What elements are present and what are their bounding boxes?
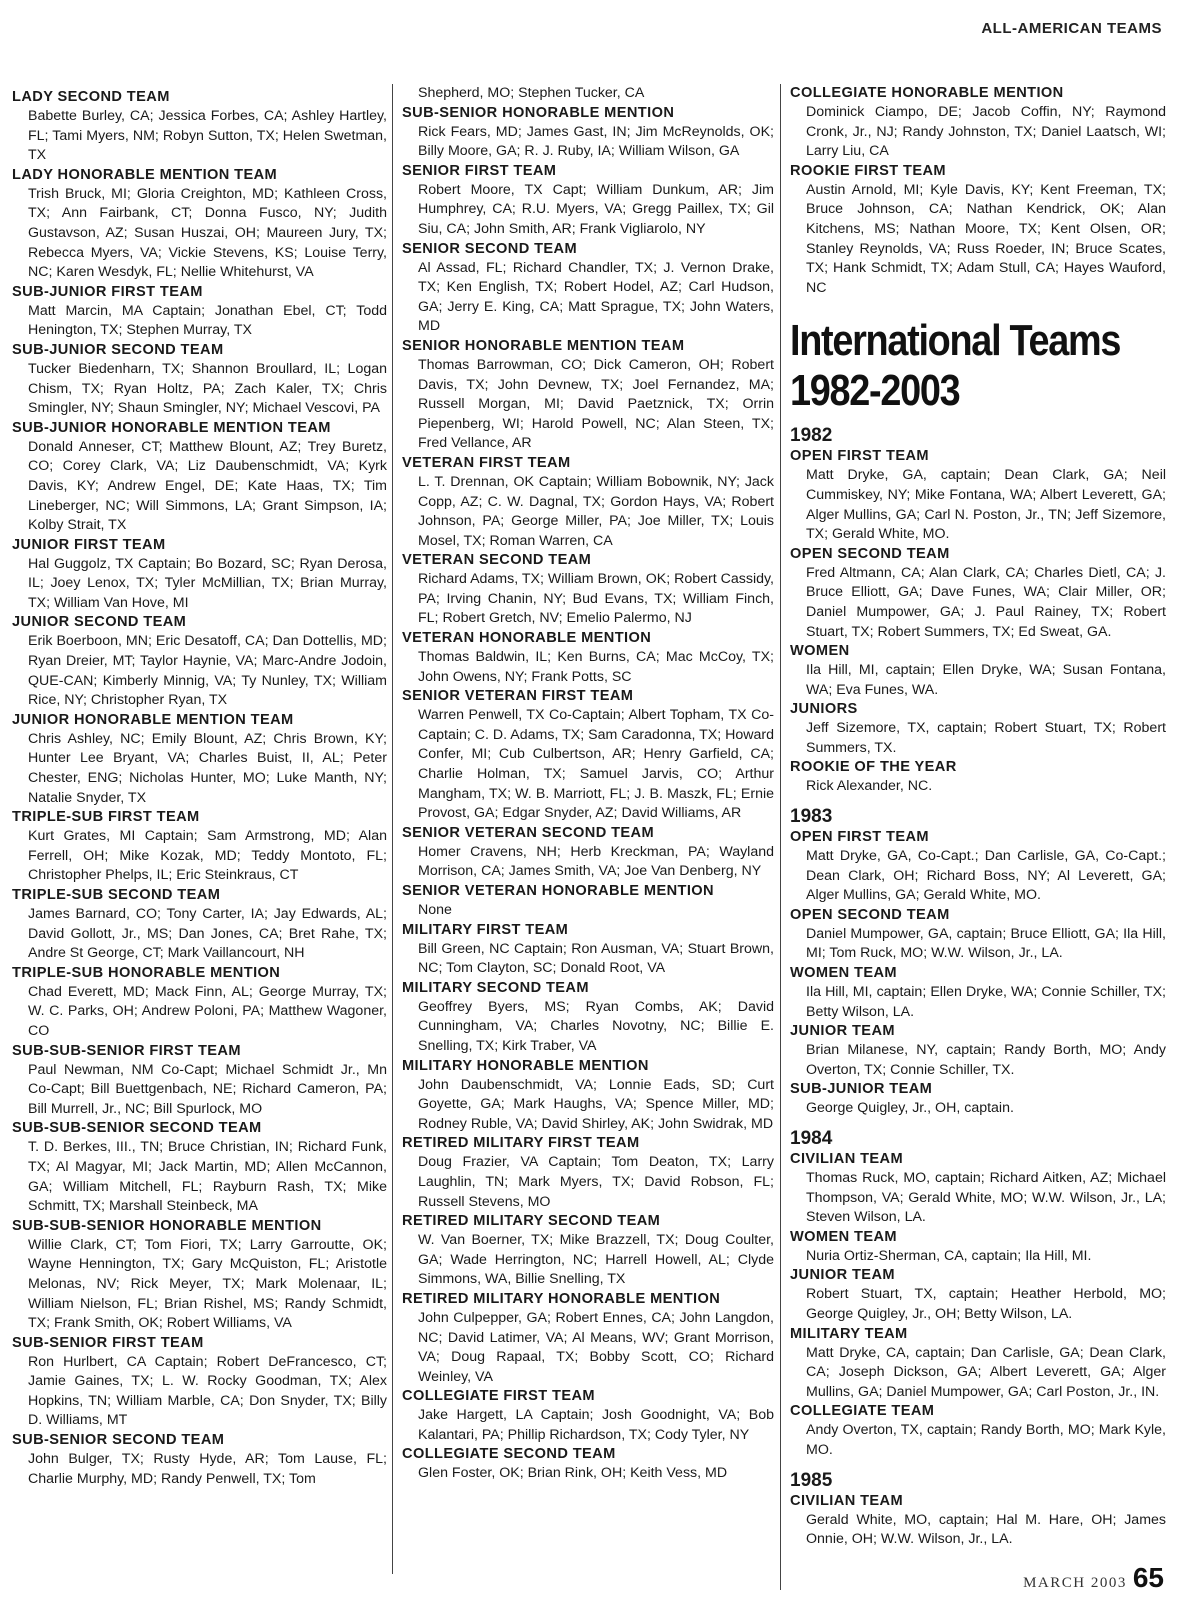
team-heading: CIVILIAN TEAM: [790, 1492, 904, 1509]
team-heading: JUNIORS: [790, 701, 858, 718]
team-members: Shepherd, MO; Stephen Tucker, CA: [418, 85, 645, 101]
team-members: Richard Adams, TX; William Brown, OK; Robert Cassidy, PA; Irving Chanin, NY; Bud Evans, TX; William Finch, FL; Robert Gretch, NV; Emelio Palermo, NJ: [418, 571, 774, 627]
team-section: [12, 341, 387, 419]
team-members: Babette Burley, CA; Jessica Forbes, CA; Ashley Hartley, FL; Tami Myers, NM; Robyn Sutton, TX; Helen Swetman, TX: [28, 108, 387, 164]
team-section: [790, 447, 1166, 544]
team-section: [12, 1119, 387, 1216]
column-3: [790, 84, 1166, 1550]
team-members: Dominick Ciampo, DE; Jacob Coffin, NY; Raymond Cronk, Jr., NJ; Randy Johnston, TX; Daniel Laatsch, WI; Larry Liu, CA: [806, 104, 1166, 160]
team-section: [790, 1228, 1166, 1267]
team-section: [402, 551, 774, 629]
team-members: Andy Overton, TX, captain; Randy Borth, MO; Mark Kyle, MO.: [806, 1422, 1166, 1458]
team-heading: ROOKIE OF THE YEAR: [790, 759, 957, 776]
team-section: [790, 1266, 1166, 1324]
team-section: [402, 882, 774, 921]
team-section: [402, 1212, 774, 1290]
team-section: [12, 964, 387, 1042]
team-members: T. D. Berkes, III., TN; Bruce Christian, IN; Richard Funk, TX; Al Magyar, MI; Jack Martin, MD; Allen McCannon, GA; William Mitchell, FL; Rayburn Rash, TX; Mike Schmitt, TX; Marshall Steinbeck, MA: [28, 1139, 387, 1215]
team-section: [402, 687, 774, 824]
team-members: Kurt Grates, MI Captain; Sam Armstrong, MD; Alan Ferrell, OH; Mike Kozak, MD; Teddy Montoto, FL; Christopher Phelps, IL; Eric Steinkraus, CT: [28, 828, 387, 884]
team-heading: JUNIOR TEAM: [790, 1023, 895, 1040]
team-heading: SUB-JUNIOR SECOND TEAM: [12, 341, 224, 358]
team-heading: OPEN SECOND TEAM: [790, 545, 950, 562]
team-heading: WOMEN: [790, 643, 850, 660]
team-section: [790, 1080, 1166, 1119]
team-members: George Quigley, Jr., OH, captain.: [806, 1100, 1014, 1117]
team-heading: VETERAN FIRST TEAM: [402, 454, 571, 471]
team-heading: SENIOR VETERAN FIRST TEAM: [402, 688, 634, 705]
team-members: None: [418, 902, 452, 918]
team-members: Matt Dryke, GA, Co-Capt.; Dan Carlisle, GA, Co-Capt.; Dean Clark, OH; Richard Boss, NY; Al Leverett, GA; Alger Mullins, GA; Gerald White, MO.: [806, 848, 1166, 904]
team-members: Trish Bruck, MI; Gloria Creighton, MD; Kathleen Cross, TX; Ann Fairbank, CT; Donna Fusco, NY; Judith Gustavson, AZ; Susan Huszai, OH; Maureen Jury, TX; Rebecca Myers, VA; Vickie Stevens, KS; Louise Terry, NC; Karen Wesdyk, FL; Nellie Whitehurst, VA: [28, 185, 387, 281]
team-heading: JUNIOR TEAM: [790, 1267, 895, 1284]
team-section: [12, 166, 387, 283]
team-section: [402, 162, 774, 240]
team-section: [402, 629, 774, 687]
team-heading: VETERAN SECOND TEAM: [402, 552, 592, 569]
column-3-top-sections: [790, 84, 1166, 298]
team-section: [12, 886, 387, 964]
team-heading: JUNIOR HONORABLE MENTION TEAM: [12, 711, 294, 728]
team-heading: OPEN FIRST TEAM: [790, 448, 929, 465]
team-section: [402, 979, 774, 1057]
page-footer: [1023, 1562, 1164, 1594]
team-heading: OPEN SECOND TEAM: [790, 906, 950, 923]
team-heading: LADY SECOND TEAM: [12, 89, 170, 105]
column-rule: [392, 84, 393, 1574]
team-heading: SUB-SUB-SENIOR SECOND TEAM: [12, 1120, 262, 1137]
team-section: [12, 1334, 387, 1431]
team-heading: WOMEN TEAM: [790, 1228, 897, 1245]
team-section: [790, 1150, 1166, 1228]
team-section: [402, 921, 774, 979]
team-members: Geoffrey Byers, MS; Ryan Combs, AK; David Cunningham, VA; Charles Novotny, NC; Billie E. Snelling, TX; Kirk Traber, VA: [418, 998, 774, 1054]
team-section: [12, 419, 387, 536]
team-members: Jeff Sizemore, TX, captain; Robert Stuart, TX; Robert Summers, TX.: [806, 720, 1166, 756]
team-section: [12, 88, 387, 166]
team-members: Tucker Biedenharn, TX; Shannon Broullard, IL; Logan Chism, TX; Ryan Holtz, PA; Zach Kaler, TX; Chris Smingler, NY; Shaun Smingler, NY; Michael Vescovi, PA: [28, 360, 387, 417]
team-heading: ROOKIE FIRST TEAM: [790, 162, 946, 179]
team-members: Homer Cravens, NH; Herb Kreckman, PA; Wayland Morrison, CA; James Smith, VA; Joe Van Denberg, NY: [418, 843, 774, 880]
team-members: John Culpepper, GA; Robert Ennes, CA; John Langdon, NC; David Latimer, VA; Al Means, WV; Grant Morrison, VA; Doug Rapaal, TX; Bobby Scott, CO; Richard Weinley, VA: [418, 1309, 774, 1385]
team-members: Bill Green, NC Captain; Ron Ausman, VA; Stuart Brown, NC; Tom Clayton, SC; Donald Root, VA: [418, 940, 774, 977]
team-heading: SUB-SUB-SENIOR HONORABLE MENTION: [12, 1217, 322, 1234]
team-members: Thomas Barrowman, CO; Dick Cameron, OH; Robert Davis, TX; John Devnew, TX; Joel Fernandez, MA; Russell Morgan, MI; David Paetznick, TX; Orrin Piepenberg, WI; Harold Powell, NC; Alan Steen, TX; Fred Vellance, AR: [418, 356, 774, 452]
team-heading: TRIPLE-SUB HONORABLE MENTION: [12, 964, 281, 981]
team-members: Warren Penwell, TX Co-Captain; Albert Topham, TX Co-Captain; C. D. Adams, TX; Sam Caradonna, TX; Howard Confer, MI; Cub Culbertson, AR; Henry Garfield, CA; Charlie Holman, TX; Samuel Jarvis, CO; Arthur Mangham, TX; W. B. Marriott, FL; J. B. Maszk, FL; Ernie Provost, GA; Edgar Snyder, AZ; David Williams, AR: [418, 707, 774, 822]
team-section: [790, 758, 1166, 797]
column-rule: [780, 84, 781, 1590]
team-heading: SENIOR HONORABLE MENTION TEAM: [402, 337, 685, 354]
team-heading: COLLEGIATE FIRST TEAM: [402, 1388, 595, 1405]
column-2: [402, 84, 774, 1484]
team-members: Fred Altmann, CA; Alan Clark, CA; Charles Dietl, CA; J. Bruce Elliott, GA; Dave Funes, WA; Clair Miller, OR; Daniel Mumpower, GA; J. Paul Rainey, TX; Robert Stuart, TX; Robert Summers, TX; Ed Sweat, GA.: [806, 564, 1166, 640]
team-members: Thomas Ruck, MO, captain; Richard Aitken, AZ; Michael Thompson, VA; Gerald White, MO; W.W. Wilson, Jr., LA; Steven Wilson, LA.: [806, 1170, 1166, 1226]
team-section: [402, 1290, 774, 1387]
team-members: Glen Foster, OK; Brian Rink, OH; Keith Vess, MD: [418, 1465, 728, 1482]
team-heading: WOMEN TEAM: [790, 965, 897, 982]
team-heading: VETERAN HONORABLE MENTION: [402, 630, 652, 647]
team-section: [790, 1325, 1166, 1403]
team-heading: SUB-JUNIOR TEAM: [790, 1081, 933, 1098]
team-section: [790, 162, 1166, 299]
team-members: W. Van Boerner, TX; Mike Brazzell, TX; Doug Coulter, GA; Wade Herrington, NC; Harrell Howell, AL; Clyde Simmons, WA, Billie Snelling, TX: [418, 1232, 774, 1288]
team-heading: RETIRED MILITARY FIRST TEAM: [402, 1135, 640, 1152]
team-section: [402, 84, 774, 104]
team-members: Austin Arnold, MI; Kyle Davis, KY; Kent Freeman, TX; Bruce Johnson, CA; Nathan Kendrick, OK; Alan Kitchens, MS; Nathan Moore, TX; Kent Olsen, OR; Stanley Reynolds, VA; Russ Roeder, IN; Bruce Scates, TX; Hank Schmidt, TX; Adam Stull, CA; Hayes Wauford, NC: [806, 181, 1166, 296]
team-members: Erik Boerboon, MN; Eric Desatoff, CA; Dan Dottellis, MD; Ryan Dreier, MT; Taylor Haynie, VA; Marc-Andre Jodoin, QUE-CAN; Kimberly Minnig, VA; Ty Nunley, TX; William Rice, NY; Christopher Ryan, TX: [28, 633, 387, 709]
team-heading: SUB-SENIOR FIRST TEAM: [12, 1334, 204, 1351]
team-heading: CIVILIAN TEAM: [790, 1151, 904, 1167]
team-heading: MILITARY TEAM: [790, 1325, 908, 1342]
team-members: Gerald White, MO, captain; Hal M. Hare, OH; James Onnie, OH; W.W. Wilson, Jr., LA.: [806, 1511, 1166, 1548]
year-heading: 1982: [790, 425, 833, 447]
team-section: [402, 1057, 774, 1135]
team-section: [12, 808, 387, 886]
team-heading: COLLEGIATE TEAM: [790, 1403, 935, 1420]
team-section: [790, 828, 1166, 906]
team-members: Chad Everett, MD; Mack Finn, AL; George Murray, TX; W. C. Parks, OH; Andrew Poloni, PA; Matthew Wagoner, CO: [28, 983, 387, 1039]
team-heading: SENIOR FIRST TEAM: [402, 162, 557, 179]
team-heading: SUB-JUNIOR HONORABLE MENTION TEAM: [12, 419, 331, 436]
team-members: Paul Newman, NM Co-Capt; Michael Schmidt Jr., Mn Co-Capt; Bill Buettgenbach, NE; Richard Cameron, PA; Bill Murrell, Jr., NC; Bill Spurlock, MO: [28, 1061, 387, 1117]
team-heading: SUB-SUB-SENIOR FIRST TEAM: [12, 1042, 241, 1059]
team-heading: SENIOR SECOND TEAM: [402, 240, 578, 257]
team-heading: JUNIOR SECOND TEAM: [12, 614, 187, 631]
international-teams-title: [790, 316, 1121, 416]
title-line-1: International Teams: [790, 316, 1121, 366]
team-section: [402, 1387, 774, 1445]
team-section: [12, 536, 387, 614]
team-members: Ila Hill, MI, captain; Ellen Dryke, WA; Connie Schiller, TX; Betty Wilson, LA.: [806, 984, 1166, 1020]
team-heading: SUB-SENIOR SECOND TEAM: [12, 1432, 225, 1449]
team-members: Nuria Ortiz-Sherman, CA, captain; Ila Hill, MI.: [806, 1247, 1092, 1264]
team-section: [790, 84, 1166, 162]
team-section: [402, 337, 774, 454]
team-heading: COLLEGIATE HONORABLE MENTION: [790, 85, 1064, 101]
team-heading: TRIPLE-SUB SECOND TEAM: [12, 887, 221, 903]
team-heading: MILITARY SECOND TEAM: [402, 979, 589, 996]
team-members: Matt Dryke, GA, captain; Dean Clark, GA; Neil Cummiskey, NY; Mike Fontana, WA; Albert Leverett, GA; Alger Mullins, GA; Carl N. Poston, Jr., TN; Jeff Sizemore, TX; Gerald White, MO.: [806, 467, 1166, 543]
team-members: Brian Milanese, NY, captain; Randy Borth, MO; Andy Overton, TX; Connie Schiller, TX.: [806, 1042, 1166, 1078]
team-section: [402, 240, 774, 337]
team-section: [12, 1042, 387, 1120]
international-years: [790, 424, 1166, 1549]
team-section: [790, 1402, 1166, 1460]
team-heading: LADY HONORABLE MENTION TEAM: [12, 166, 278, 183]
team-members: Matt Marcin, MA Captain; Jonathan Ebel, CT; Todd Henington, TX; Stephen Murray, TX: [28, 302, 387, 339]
team-heading: SENIOR VETERAN SECOND TEAM: [402, 824, 655, 841]
team-section: [790, 545, 1166, 642]
team-members: Ron Hurlbert, CA Captain; Robert DeFrancesco, CT; Jamie Gaines, TX; L. W. Rocky Goodman, TX; Alex Hopkins, TN; William Marble, CA; Don Snyder, TX; Billy D. Williams, MT: [28, 1353, 387, 1429]
team-members: Jake Hargett, LA Captain; Josh Goodnight, VA; Bob Kalantari, PA; Phillip Richardson, TX; Cody Tyler, NY: [418, 1407, 774, 1443]
team-section: [12, 1431, 387, 1489]
team-heading: SUB-SENIOR HONORABLE MENTION: [402, 104, 675, 121]
team-section: [790, 642, 1166, 700]
team-section: [790, 1022, 1166, 1080]
team-section: [402, 104, 774, 162]
column-1: [12, 88, 387, 1489]
year-heading: 1983: [790, 806, 833, 828]
team-heading: MILITARY HONORABLE MENTION: [402, 1057, 649, 1074]
team-heading: COLLEGIATE SECOND TEAM: [402, 1446, 616, 1463]
year-heading: 1985: [790, 1469, 833, 1491]
team-section: [402, 1134, 774, 1212]
page-number: 65: [1132, 1562, 1164, 1593]
team-members: Al Assad, FL; Richard Chandler, TX; J. Vernon Drake, TX; Ken English, TX; Robert Hodel, AZ; Carl Hudson, GA; Jerry E. King, CA; Matt Sprague, TX; John Waters, MD: [418, 259, 774, 335]
team-members: Hal Guggolz, TX Captain; Bo Bozard, SC; Ryan Derosa, IL; Joey Lenox, TX; Tyler McMillian, TX; Brian Murray, TX; William Van Hove, MI: [28, 555, 387, 611]
team-section: [790, 700, 1166, 758]
year-heading: 1984: [790, 1128, 833, 1149]
team-members: Daniel Mumpower, GA, captain; Bruce Elliott, GA; Ila Hill, MI; Tom Ruck, MO; W.W. Wilson, Jr., LA.: [806, 925, 1166, 962]
team-section: [790, 906, 1166, 964]
team-heading: RETIRED MILITARY HONORABLE MENTION: [402, 1290, 721, 1307]
title-line-2: 1982-2003: [790, 366, 960, 416]
team-section: [402, 1445, 774, 1484]
team-members: John Daubenschmidt, VA; Lonnie Eads, SD; Curt Goyette, GA; Mark Haughs, VA; Spence Miller, MD; Rodney Ruble, VA; David Shirley, AK; John Swidrak, MD: [418, 1076, 774, 1132]
team-members: Willie Clark, CT; Tom Fiori, TX; Larry Garroutte, OK; Wayne Hennington, TX; Gary McQuiston, FL; Aristotle Melonas, NV; Rick Meyer, TX; Mark Molenaar, IL; William Nielson, FL; Brian Rishel, MS; Randy Schmidt, TX; Frank Smith, OK; Robert Williams, VA: [28, 1236, 387, 1332]
team-heading: OPEN FIRST TEAM: [790, 829, 929, 846]
team-section: [12, 613, 387, 710]
team-heading: SUB-JUNIOR FIRST TEAM: [12, 283, 203, 300]
team-section: [12, 711, 387, 808]
issue-date: MARCH 2003: [1023, 1575, 1127, 1591]
team-heading: TRIPLE-SUB FIRST TEAM: [12, 809, 200, 826]
team-members: Ila Hill, MI, captain; Ellen Dryke, WA; Susan Fontana, WA; Eva Funes, WA.: [806, 662, 1166, 698]
team-section: [790, 1492, 1166, 1550]
team-section: [402, 824, 774, 882]
team-heading: SENIOR VETERAN HONORABLE MENTION: [402, 883, 714, 899]
team-members: Robert Stuart, TX, captain; Heather Herbold, MO; George Quigley, Jr., OH; Betty Wilson, LA.: [806, 1286, 1166, 1322]
team-section: [402, 454, 774, 551]
running-head: ALL-AMERICAN TEAMS: [981, 20, 1162, 37]
team-members: Matt Dryke, CA, captain; Dan Carlisle, GA; Dean Clark, CA; Joseph Dickson, GA; Albert Leverett, GA; Alger Mullins, GA; Daniel Mumpower, GA; Carl Poston, Jr., IN.: [806, 1344, 1166, 1400]
team-members: John Bulger, TX; Rusty Hyde, AR; Tom Lause, FL; Charlie Murphy, MD; Randy Penwell, TX; Tom: [28, 1451, 387, 1487]
team-section: [790, 964, 1166, 1022]
team-members: Rick Alexander, NC.: [806, 778, 933, 795]
team-members: Chris Ashley, NC; Emily Blount, AZ; Chris Brown, KY; Hunter Lee Bryant, VA; Charles Buist, II, AL; Peter Chester, ENG; Nicholas Hunter, MO; Luke Manth, NY; Natalie Snyder, TX: [28, 730, 387, 806]
team-heading: MILITARY FIRST TEAM: [402, 921, 569, 938]
team-members: Donald Anneser, CT; Matthew Blount, AZ; Trey Buretz, CO; Corey Clark, VA; Liz Daubenschmidt, VA; Kyrk Davis, KY; Andrew Engel, DE; Kate Haas, TX; Tim Lineberger, NC; Will Simmons, LA; Grant Simpson, IA; Kolby Strait, TX: [28, 438, 387, 534]
team-section: [12, 1217, 387, 1334]
team-members: L. T. Drennan, OK Captain; William Bobownik, NY; Jack Copp, AZ; C. W. Dagnal, TX; Gordon Hays, VA; Robert Johnson, PA; George Miller, PA; Joe Miller, TX; Louis Mosel, TX; Roman Warren, CA: [418, 473, 774, 549]
team-members: Rick Fears, MD; James Gast, IN; Jim McReynolds, OK; Billy Moore, GA; R. J. Ruby, IA; William Wilson, GA: [418, 123, 774, 160]
team-section: [12, 283, 387, 341]
team-members: Doug Frazier, VA Captain; Tom Deaton, TX; Larry Laughlin, TN; Mark Myers, TX; David Robson, FL; Russell Stevens, MO: [418, 1154, 774, 1210]
team-members: James Barnard, CO; Tony Carter, IA; Jay Edwards, AL; David Gollott, Jr., MS; Dan Jones, CA; Bret Rahe, TX; Andre St George, CT; Mark Vaillancourt, NH: [28, 906, 387, 962]
team-members: Thomas Baldwin, IL; Ken Burns, CA; Mac McCoy, TX; John Owens, NY; Frank Potts, SC: [418, 649, 774, 685]
team-heading: JUNIOR FIRST TEAM: [12, 536, 166, 553]
team-heading: RETIRED MILITARY SECOND TEAM: [402, 1213, 661, 1230]
team-members: Robert Moore, TX Capt; William Dunkum, AR; Jim Humphrey, CA; R.U. Myers, VA; Gregg Paillex, TX; Gil Siu, CA; John Smith, AR; Frank Vigliarolo, NY: [418, 181, 774, 237]
